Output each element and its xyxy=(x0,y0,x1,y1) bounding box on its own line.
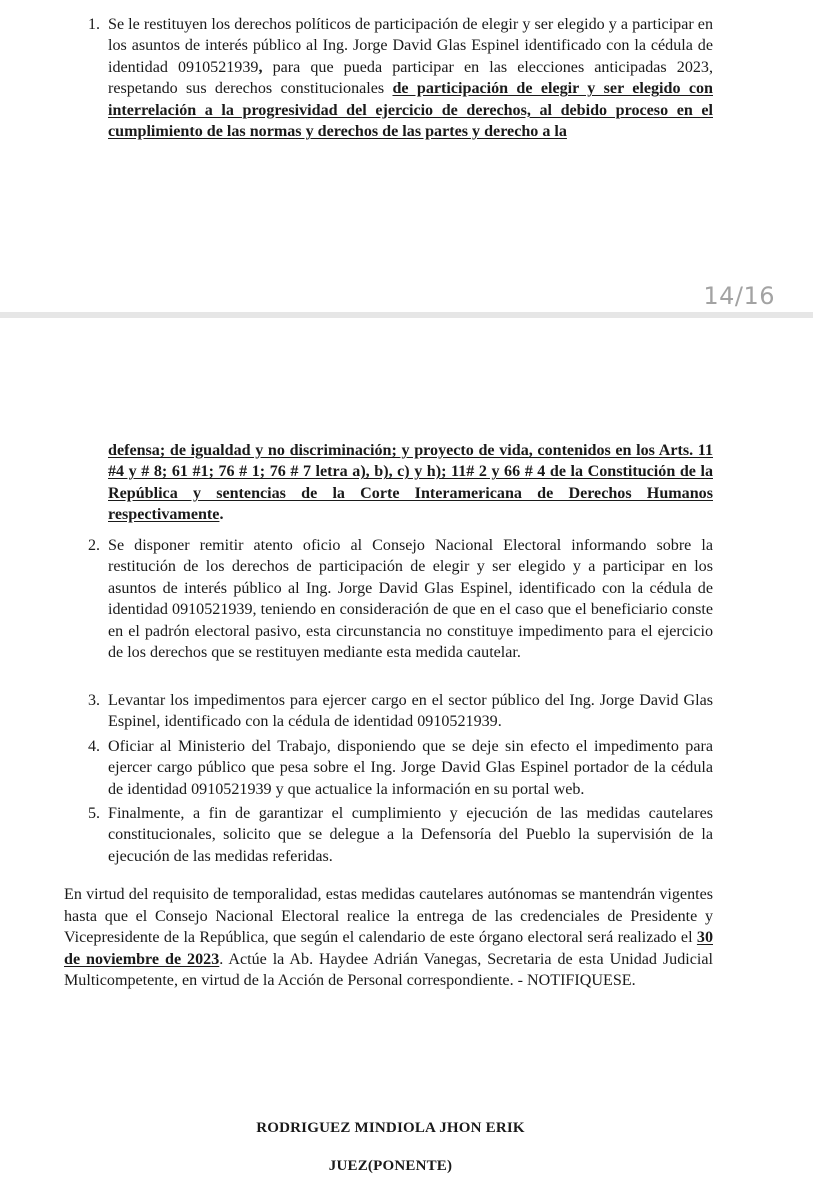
list-item-number: 4. xyxy=(88,738,101,755)
list-item-number: 1. xyxy=(88,16,101,33)
list-item-text xyxy=(108,440,713,526)
item-1-bold-comma: , xyxy=(258,58,263,76)
item-1-continuation-underlined: defensa; de igualdad y no discriminación; y proyecto de vida, contenidos en los Arts. 11 #4 y # 8; 61 #1; 76 # 1; 76 # 7 letra a), b), c) y h); 11# 2 y 66 # 4 de la Constitución de la República y sentencias de la Corte Interamericana de Derechos Humanos respectivamente xyxy=(108,442,713,524)
item-1-text: Se le restituyen los derechos políticos de participación de elegir y ser elegido y a participar en los asuntos de interés público al Ing. Jorge David Glas Espinel identificado con la cédula de identidad 0910521939 xyxy=(108,16,713,76)
list-item-text xyxy=(108,14,713,142)
list-item-2 xyxy=(88,535,713,663)
closing-date: 30 de noviembre de 2023 xyxy=(64,929,713,968)
item-1-underlined-text: de participación de elegir y ser elegido con interrelación a la progresividad del ejercicio de derechos, al debido proceso en el cumplimiento de las normas y derechos de las partes y derecho a la xyxy=(108,80,713,141)
list-item-text: Levantar los impedimentos para ejercer cargo en el sector público del Ing. Jorge David Glas Espinel, identificado con la cédula de identidad 0910521939. xyxy=(108,692,713,731)
page-indicator: 14/16 xyxy=(703,282,775,310)
list-item-text: Oficiar al Ministerio del Trabajo, disponiendo que se deje sin efecto el impedimento para ejercer cargo público que pesa sobre el Ing. Jorge David Glas Espinel portador de la cédula de identidad 0910521939 y que actualice la información en su portal web. xyxy=(108,738,713,798)
document-page-upper xyxy=(0,0,813,312)
signature-title: JUEZ(PONENTE) xyxy=(328,1158,453,1174)
signature-name: RODRIGUEZ MINDIOLA JHON ERIK xyxy=(256,1120,525,1136)
list-item-4 xyxy=(88,736,713,800)
list-item-3 xyxy=(88,690,713,733)
list-item-number: 3. xyxy=(88,692,101,709)
closing-text-after: . Actúe la Ab. Haydee Adrián Vanegas, Secretaria de esta Unidad Judicial Multicompetente, en virtud de la Acción de Personal correspondiente. - NOTIFIQUESE. xyxy=(64,950,713,990)
list-item-1 xyxy=(88,14,713,142)
closing-paragraph xyxy=(64,884,713,992)
list-item-text: Finalmente, a fin de garantizar el cumplimiento y ejecución de las medidas cautelares constitucionales, solicito que se delegue a la Defensoría del Pueblo la supervisión de la ejecución de las medidas referidas. xyxy=(108,805,713,865)
list-item-number: 5. xyxy=(88,805,101,822)
item-1-continuation-end: . xyxy=(219,506,224,524)
closing-text-before: En virtud del requisito de temporalidad, estas medidas cautelares autónomas se mantendrán vigentes hasta que el Consejo Nacional Electoral realice la entrega de las credenciales de Presidente y Vicepresidente de la República, que según el calendario de este órgano electoral será realizado el xyxy=(64,886,713,947)
list-item-1-continuation xyxy=(108,440,713,526)
list-item-number: 2. xyxy=(88,537,101,554)
item-1-text-2: para que pueda participar en las elecciones anticipadas 2023, respetando sus derechos constitucionales xyxy=(108,58,713,98)
list-item-5 xyxy=(88,803,713,867)
list-item-text: Se disponer remitir atento oficio al Consejo Nacional Electoral informando sobre la restitución de los derechos de participación de elegir y ser elegido y a participar en los asuntos de interés público al Ing. Jorge David Glas Espinel, identificado con la cédula de identidad 0910521939, teniendo en consideración de que en el caso que el beneficiario conste en el padrón electoral pasivo, esta circunstancia no constituye impedimento para el ejercicio de los derechos que se restituyen mediante esta medida cautelar. xyxy=(108,537,713,662)
